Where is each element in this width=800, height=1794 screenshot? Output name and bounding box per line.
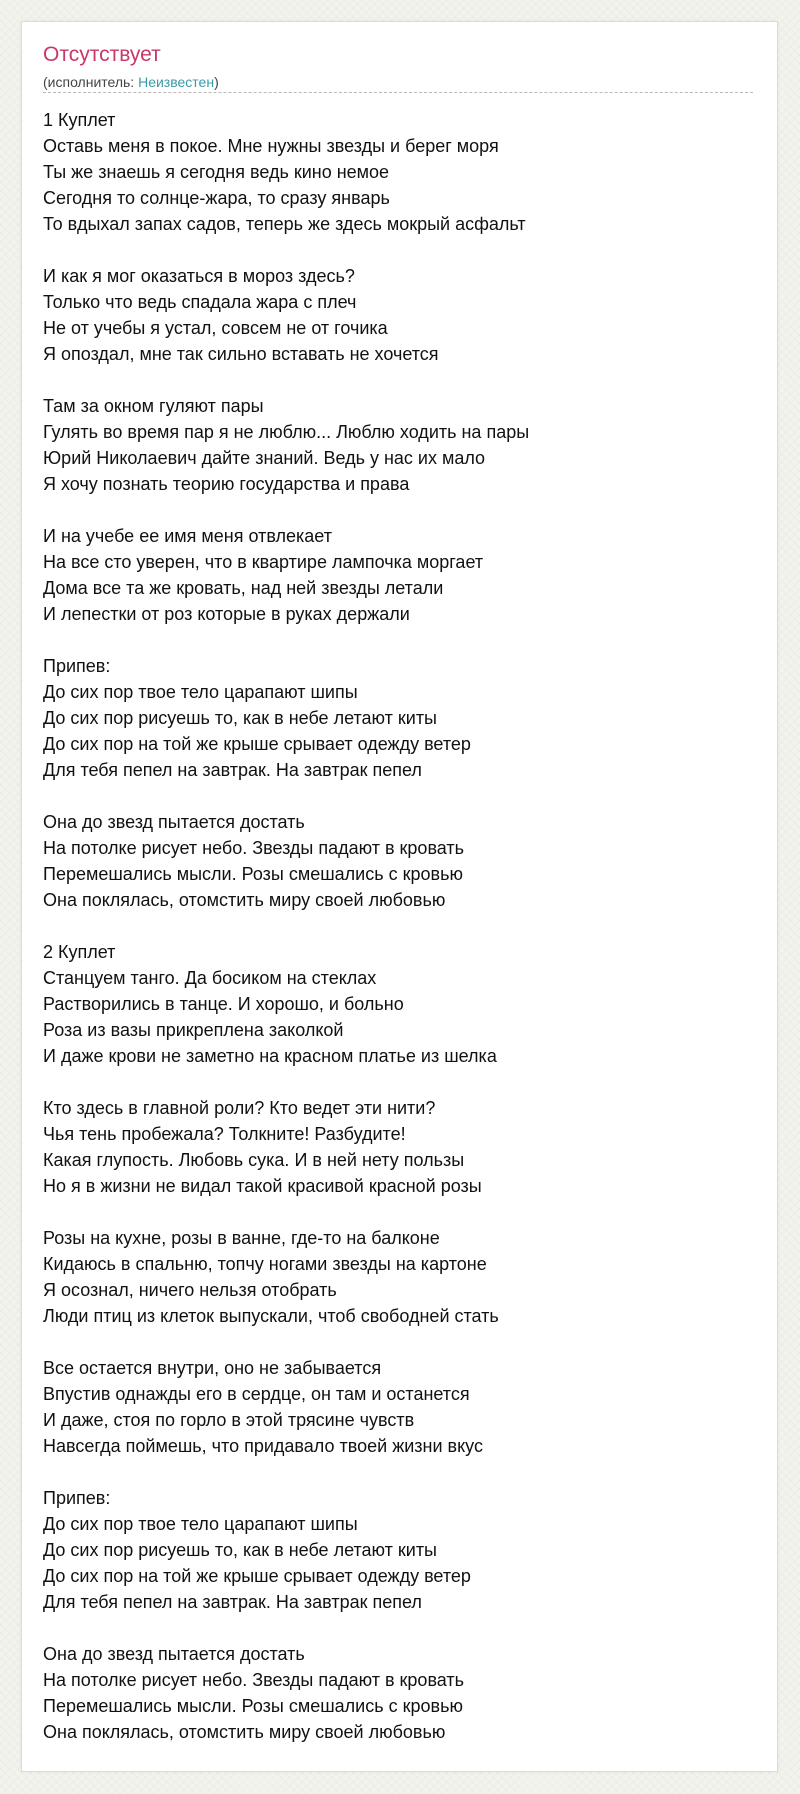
lyric-line: Для тебя пепел на завтрак. На завтрак пепел <box>43 1592 422 1612</box>
lyric-line: То вдыхал запах садов, теперь же здесь мокрый асфальт <box>43 214 526 234</box>
lyric-line: Юрий Николаевич дайте знаний. Ведь у нас их мало <box>43 448 486 468</box>
lyric-line: До сих пор рисуешь то, как в небе летают киты <box>43 1540 437 1560</box>
lyrics-stanza <box>43 809 758 913</box>
lyric-line: Все остается внутри, оно не забывается <box>43 1358 382 1378</box>
lyric-line: До сих пор рисуешь то, как в небе летают киты <box>43 708 437 728</box>
lyric-line: Припев: <box>43 656 111 676</box>
lyrics-stanza <box>43 653 758 783</box>
lyrics-stanza <box>43 107 758 237</box>
lyric-line: Там за окном гуляют пары <box>43 396 264 416</box>
lyric-line: До сих пор на той же крыше срывает одежду ветер <box>43 734 471 754</box>
lyric-line: Впустив однажды его в сердце, он там и останется <box>43 1384 470 1404</box>
lyrics-stanza <box>43 523 758 627</box>
lyric-line: Она до звезд пытается достать <box>43 1644 305 1664</box>
lyric-line: И на учебе ее имя меня отвлекает <box>43 526 332 546</box>
lyrics-stanza <box>43 1095 758 1199</box>
artist-link[interactable]: Неизвестен <box>138 74 215 90</box>
lyric-line: Дома все та же кровать, над ней звезды летали <box>43 578 444 598</box>
lyric-line: На потолке рисует небо. Звезды падают в кровать <box>43 838 465 858</box>
lyric-line: Я хочу познать теорию государства и права <box>43 474 410 494</box>
lyric-line: На все сто уверен, что в квартире лампочка моргает <box>43 552 484 572</box>
lyrics-stanza <box>43 263 758 367</box>
lyric-line: И лепестки от роз которые в руках держали <box>43 604 410 624</box>
lyrics-stanza <box>43 939 758 1069</box>
lyric-line: Для тебя пепел на завтрак. На завтрак пепел <box>43 760 422 780</box>
artist-suffix: ) <box>214 74 219 90</box>
lyric-line: На потолке рисует небо. Звезды падают в кровать <box>43 1670 465 1690</box>
lyric-line: Кидаюсь в спальню, топчу ногами звезды на картоне <box>43 1254 487 1274</box>
title-divider <box>43 92 753 93</box>
lyric-line: Она до звезд пытается достать <box>43 812 305 832</box>
artist-prefix: (исполнитель: <box>43 74 139 90</box>
lyric-line: Станцуем танго. Да босиком на стеклах <box>43 968 377 988</box>
lyric-line: Ты же знаешь я сегодня ведь кино немое <box>43 162 390 182</box>
lyrics-card <box>21 21 778 1772</box>
lyric-line: Перемешались мысли. Розы смешались с кровью <box>43 1696 463 1716</box>
lyrics-stanza <box>43 1485 758 1615</box>
lyric-line: И как я мог оказаться в мороз здесь? <box>43 266 355 286</box>
lyric-line: 2 Куплет <box>43 942 116 962</box>
lyric-line: Но я в жизни не видал такой красивой красной розы <box>43 1176 482 1196</box>
lyric-line: Растворились в танце. И хорошо, и больно <box>43 994 404 1014</box>
lyric-line: 1 Куплет <box>43 110 116 130</box>
lyric-line: Припев: <box>43 1488 111 1508</box>
lyric-line: Кто здесь в главной роли? Кто ведет эти нити? <box>43 1098 436 1118</box>
lyric-line: Только что ведь спадала жара с плеч <box>43 292 357 312</box>
artist-line <box>43 73 219 91</box>
lyric-line: Сегодня то солнце-жара, то сразу январь <box>43 188 390 208</box>
lyric-line: Розы на кухне, розы в ванне, где-то на балконе <box>43 1228 440 1248</box>
lyrics-stanza <box>43 393 758 497</box>
song-title: Отсутствует <box>43 43 161 66</box>
lyric-line: Какая глупость. Любовь сука. И в ней нету пользы <box>43 1150 465 1170</box>
lyrics-stanza <box>43 1641 758 1745</box>
lyric-line: Навсегда поймешь, что придавало твоей жизни вкус <box>43 1436 483 1456</box>
lyric-line: Она поклялась, отомстить миру своей любовью <box>43 890 446 910</box>
lyric-line: Люди птиц из клеток выпускали, чтоб свободней стать <box>43 1306 499 1326</box>
lyric-line: До сих пор твое тело царапают шипы <box>43 682 358 702</box>
lyric-line: И даже крови не заметно на красном платье из шелка <box>43 1046 497 1066</box>
lyric-line: Роза из вазы прикреплена заколкой <box>43 1020 344 1040</box>
lyric-line: И даже, стоя по горло в этой трясине чувств <box>43 1410 415 1430</box>
lyric-line: Гулять во время пар я не люблю... Люблю ходить на пары <box>43 422 530 442</box>
lyric-line: До сих пор на той же крыше срывает одежду ветер <box>43 1566 471 1586</box>
lyric-line: Оставь меня в покое. Мне нужны звезды и берег моря <box>43 136 499 156</box>
lyric-line: Я опоздал, мне так сильно вставать не хочется <box>43 344 439 364</box>
lyric-line: Перемешались мысли. Розы смешались с кровью <box>43 864 463 884</box>
lyrics-stanza <box>43 1225 758 1329</box>
lyric-line: Чья тень пробежала? Толкните! Разбудите! <box>43 1124 406 1144</box>
lyric-line: Она поклялась, отомстить миру своей любовью <box>43 1722 446 1742</box>
lyric-line: Не от учебы я устал, совсем не от гочика <box>43 318 388 338</box>
lyric-line: Я осознал, ничего нельзя отобрать <box>43 1280 337 1300</box>
lyric-line: До сих пор твое тело царапают шипы <box>43 1514 358 1534</box>
lyrics-text <box>43 107 758 1771</box>
lyrics-stanza <box>43 1355 758 1459</box>
